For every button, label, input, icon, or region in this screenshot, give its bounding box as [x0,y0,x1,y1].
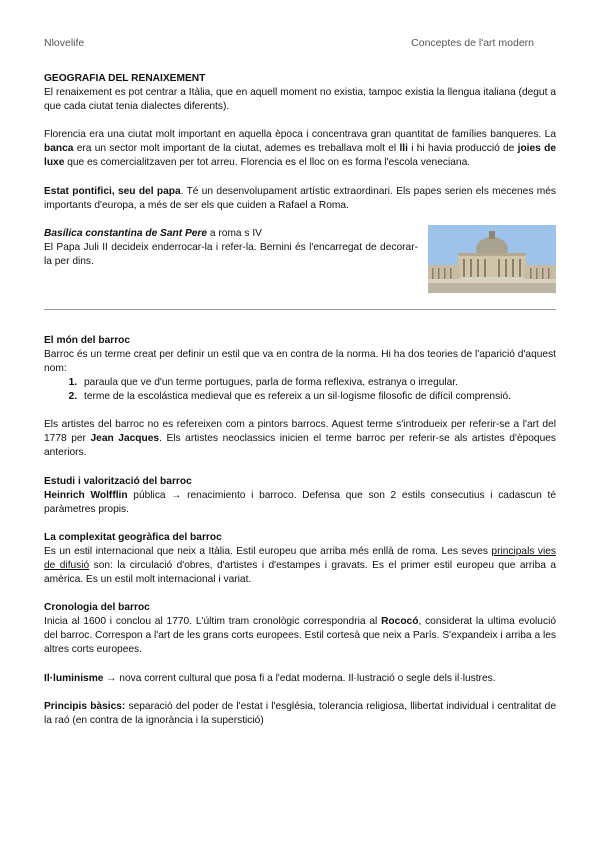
section-illuminisme [44,672,556,686]
text-run: separació del poder de l'estat i l'església, tolerancia religiosa, llibertat individual i centralitat de la raó (en contra de la ignorància i la superstició) [44,700,557,726]
photo-lantern [489,231,495,239]
section-title: La complexitat geogràfica del barroc [44,531,222,543]
text-run: Es un estil internacional que neix a Itàlia. Estil europeu que arriba més enllà de roma. Les seves [44,545,492,557]
text-run: . Els artistes neoclassics inicien el terme barroc per referir-se als artistes d'èpoques anteriors. [44,433,556,459]
theories-list [44,376,556,404]
paragraph [44,185,556,213]
paragraph [44,489,556,517]
section-title: Estudi i valorització del barroc [44,475,192,487]
paragraph: Barroc és un terme creat per definir un estil que va en contra de la norma. Hi ha dos teories de l'aparició d'aquest nom: [44,348,556,374]
list-item: 2. terme de la escolástica medieval que es refereix a un sil·logisme filosofic de difícil comprensió. [80,390,556,404]
paragraph [44,418,556,460]
paragraph: El Papa Juli II decideix enderrocar-la i refer-la. Bernini és l'encarregat de decorar-la per dins. [44,241,418,267]
text-run: , considerat la ultima evolució del barroc. Correspon a l'art de les grans corts europees. Estil cortesà que neix a París. S'expandeix i arriba a les altres corts europees. [44,616,556,656]
section-estudi [44,475,556,517]
photo-cornice [458,253,526,256]
list-item: 1. paraula que ve d'un terme portugues, parla de forma reflexiva, estranya o irregular. [80,376,556,390]
section-title: Cronologia del barroc [44,602,150,614]
header-subject: Conceptes de l'art modern [411,37,534,49]
text-run: Inicia al 1600 i conclou al 1770. L'últim tram cronològic correspondria al [44,616,382,628]
text-run: Els artistes del barroc no es refereixen com a pintors barrocs. Aquest terme s'introdueix per referir-se a l'art del 1778 per [44,419,556,445]
section-estat-pontifici [44,185,556,213]
text-run: → nova corrent cultural que posa fi a l'edat moderna. Il·lustració o segle dels il·lustres. [103,672,496,684]
paragraph [44,672,556,686]
text-run: Florencia era una ciutat molt important en aquella època i concentrava gran quantitat de famílies banqueres. La [44,129,556,141]
bold-term: Heinrich Wolfflin [44,489,128,501]
section-cronologia [44,601,556,657]
bold-term: Rococó [381,616,419,628]
paragraph [44,615,556,657]
text-run: pública → renacimiento i barroco. Defensa que son 2 estils consecutius i cadascun té paràmetres propis. [44,489,557,515]
text-run: que es comercialitzaven per tot arreu. Florencia es el lloc on es forma l'escola veneciana. [64,157,471,169]
bold-term: Principis bàsics: [44,700,126,712]
paragraph [44,128,556,170]
document-body [44,72,556,742]
text-run: . Té un desenvolupament artístic extraordinari. Els papes serien els mecenes més importants d'europa, a més de ser els que cuiden a Rafael a Roma. [44,185,556,211]
section-mon-barroc [44,334,556,404]
section-florencia [44,128,556,170]
basilica-text-block [44,227,418,269]
text-run: son: la circulació d'obres, d'artistes i d'estampes i gravats. Es el primer estil europeu que arriba a amèrica. Es un estil molt internacional i variat. [44,559,556,586]
bold-term: lli [399,143,408,155]
bold-term: Estat pontifici, seu del papa [44,185,181,197]
st-peters-basilica-photo [428,225,556,293]
bold-term: joies de luxe [44,143,556,169]
bold-term: Il·luminisme [44,672,104,684]
section-title: GEOGRAFIA DEL RENAIXEMENT [44,73,206,84]
paragraph: El renaixement es pot centrar a Itàlia, que en aquell moment no existia, tampoc existia la llengua italiana (degut a que cada ciutat tenia dialectes diferents). [44,87,556,113]
section-basilica [44,227,556,289]
paragraph [44,700,556,728]
text-run: era un sector molt important de la ciutat, ademes es treballava molt el [73,143,400,155]
section-title: El món del barroc [44,334,131,346]
section-principis [44,700,556,728]
photo-facade [458,255,526,277]
section-geografia [44,72,556,114]
paragraph [44,545,556,587]
italic-bold-term: Basílica constantina de Sant Pere [44,227,208,239]
photo-colonnade-right [524,265,556,279]
bold-term: Jean Jacques [90,433,160,445]
bold-term: banca [44,143,74,155]
text-run: i hi havia producció de [407,143,518,155]
section-divider [44,309,556,310]
underlined-term: principals vies de difusió [44,545,556,571]
section-complexitat [44,531,556,587]
subheading [44,227,418,241]
header-author: Nlovelife [44,37,85,49]
section-artistes [44,418,556,460]
text-run: a roma s IV [207,227,262,239]
photo-crowd [428,283,556,293]
